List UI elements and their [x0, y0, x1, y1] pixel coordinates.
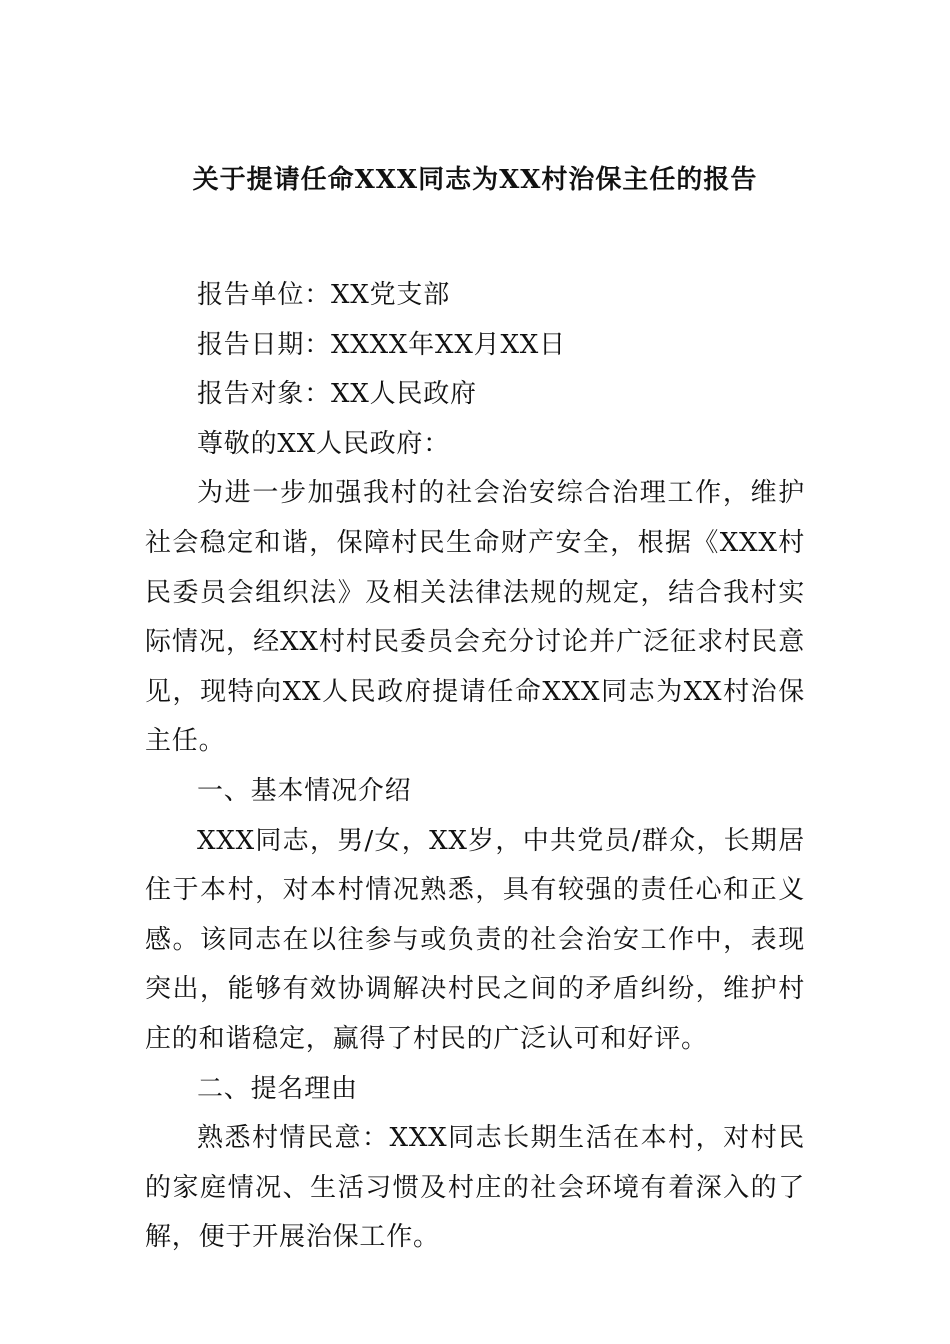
- salutation: 尊敬的XX人民政府：: [197, 428, 451, 459]
- report-unit: 报告单位：XX党支部: [197, 280, 451, 310]
- report-date: 报告日期：XXXX年XX月XX日: [197, 329, 566, 360]
- intro-paragraph: 为进一步加强我村的社会治安综合治理工作，维护社会稳定和谐，保障村民生命财产安全，根据《XXX村民委员会组织法》及相关法律法规的规定，结合我村实际情况，经XX村村民委员会充分讨论并广泛征求村民意见，现特向XX人民政府提请任命XXX同志为XX村治保主任。: [145, 478, 805, 757]
- section-heading-basic-info: 一、基本情况介绍: [197, 775, 412, 806]
- basic-info-paragraph: XXX同志，男/女，XX岁，中共党员/群众，长期居住于本村，对本村情况熟悉，具有较强的责任心和正义感。该同志在以往参与或负责的社会治安工作中，表现突出，能够有效协调解决村民之间的矛盾纠纷，维护村庄的和谐稳定，赢得了村民的广泛认可和好评。: [145, 825, 805, 1054]
- document-title: 关于提请任命XXX同志为XX村治保主任的报告: [192, 165, 758, 195]
- section-heading-nomination-reasons: 二、提名理由: [197, 1073, 358, 1104]
- document-body: [145, 271, 805, 1263]
- nomination-reason-paragraph: 熟悉村情民意：XXX同志长期生活在本村，对村民的家庭情况、生活习惯及村庄的社会环境有着深入的了解，便于开展治保工作。: [145, 1123, 805, 1253]
- report-recipient: 报告对象：XX人民政府: [197, 379, 477, 410]
